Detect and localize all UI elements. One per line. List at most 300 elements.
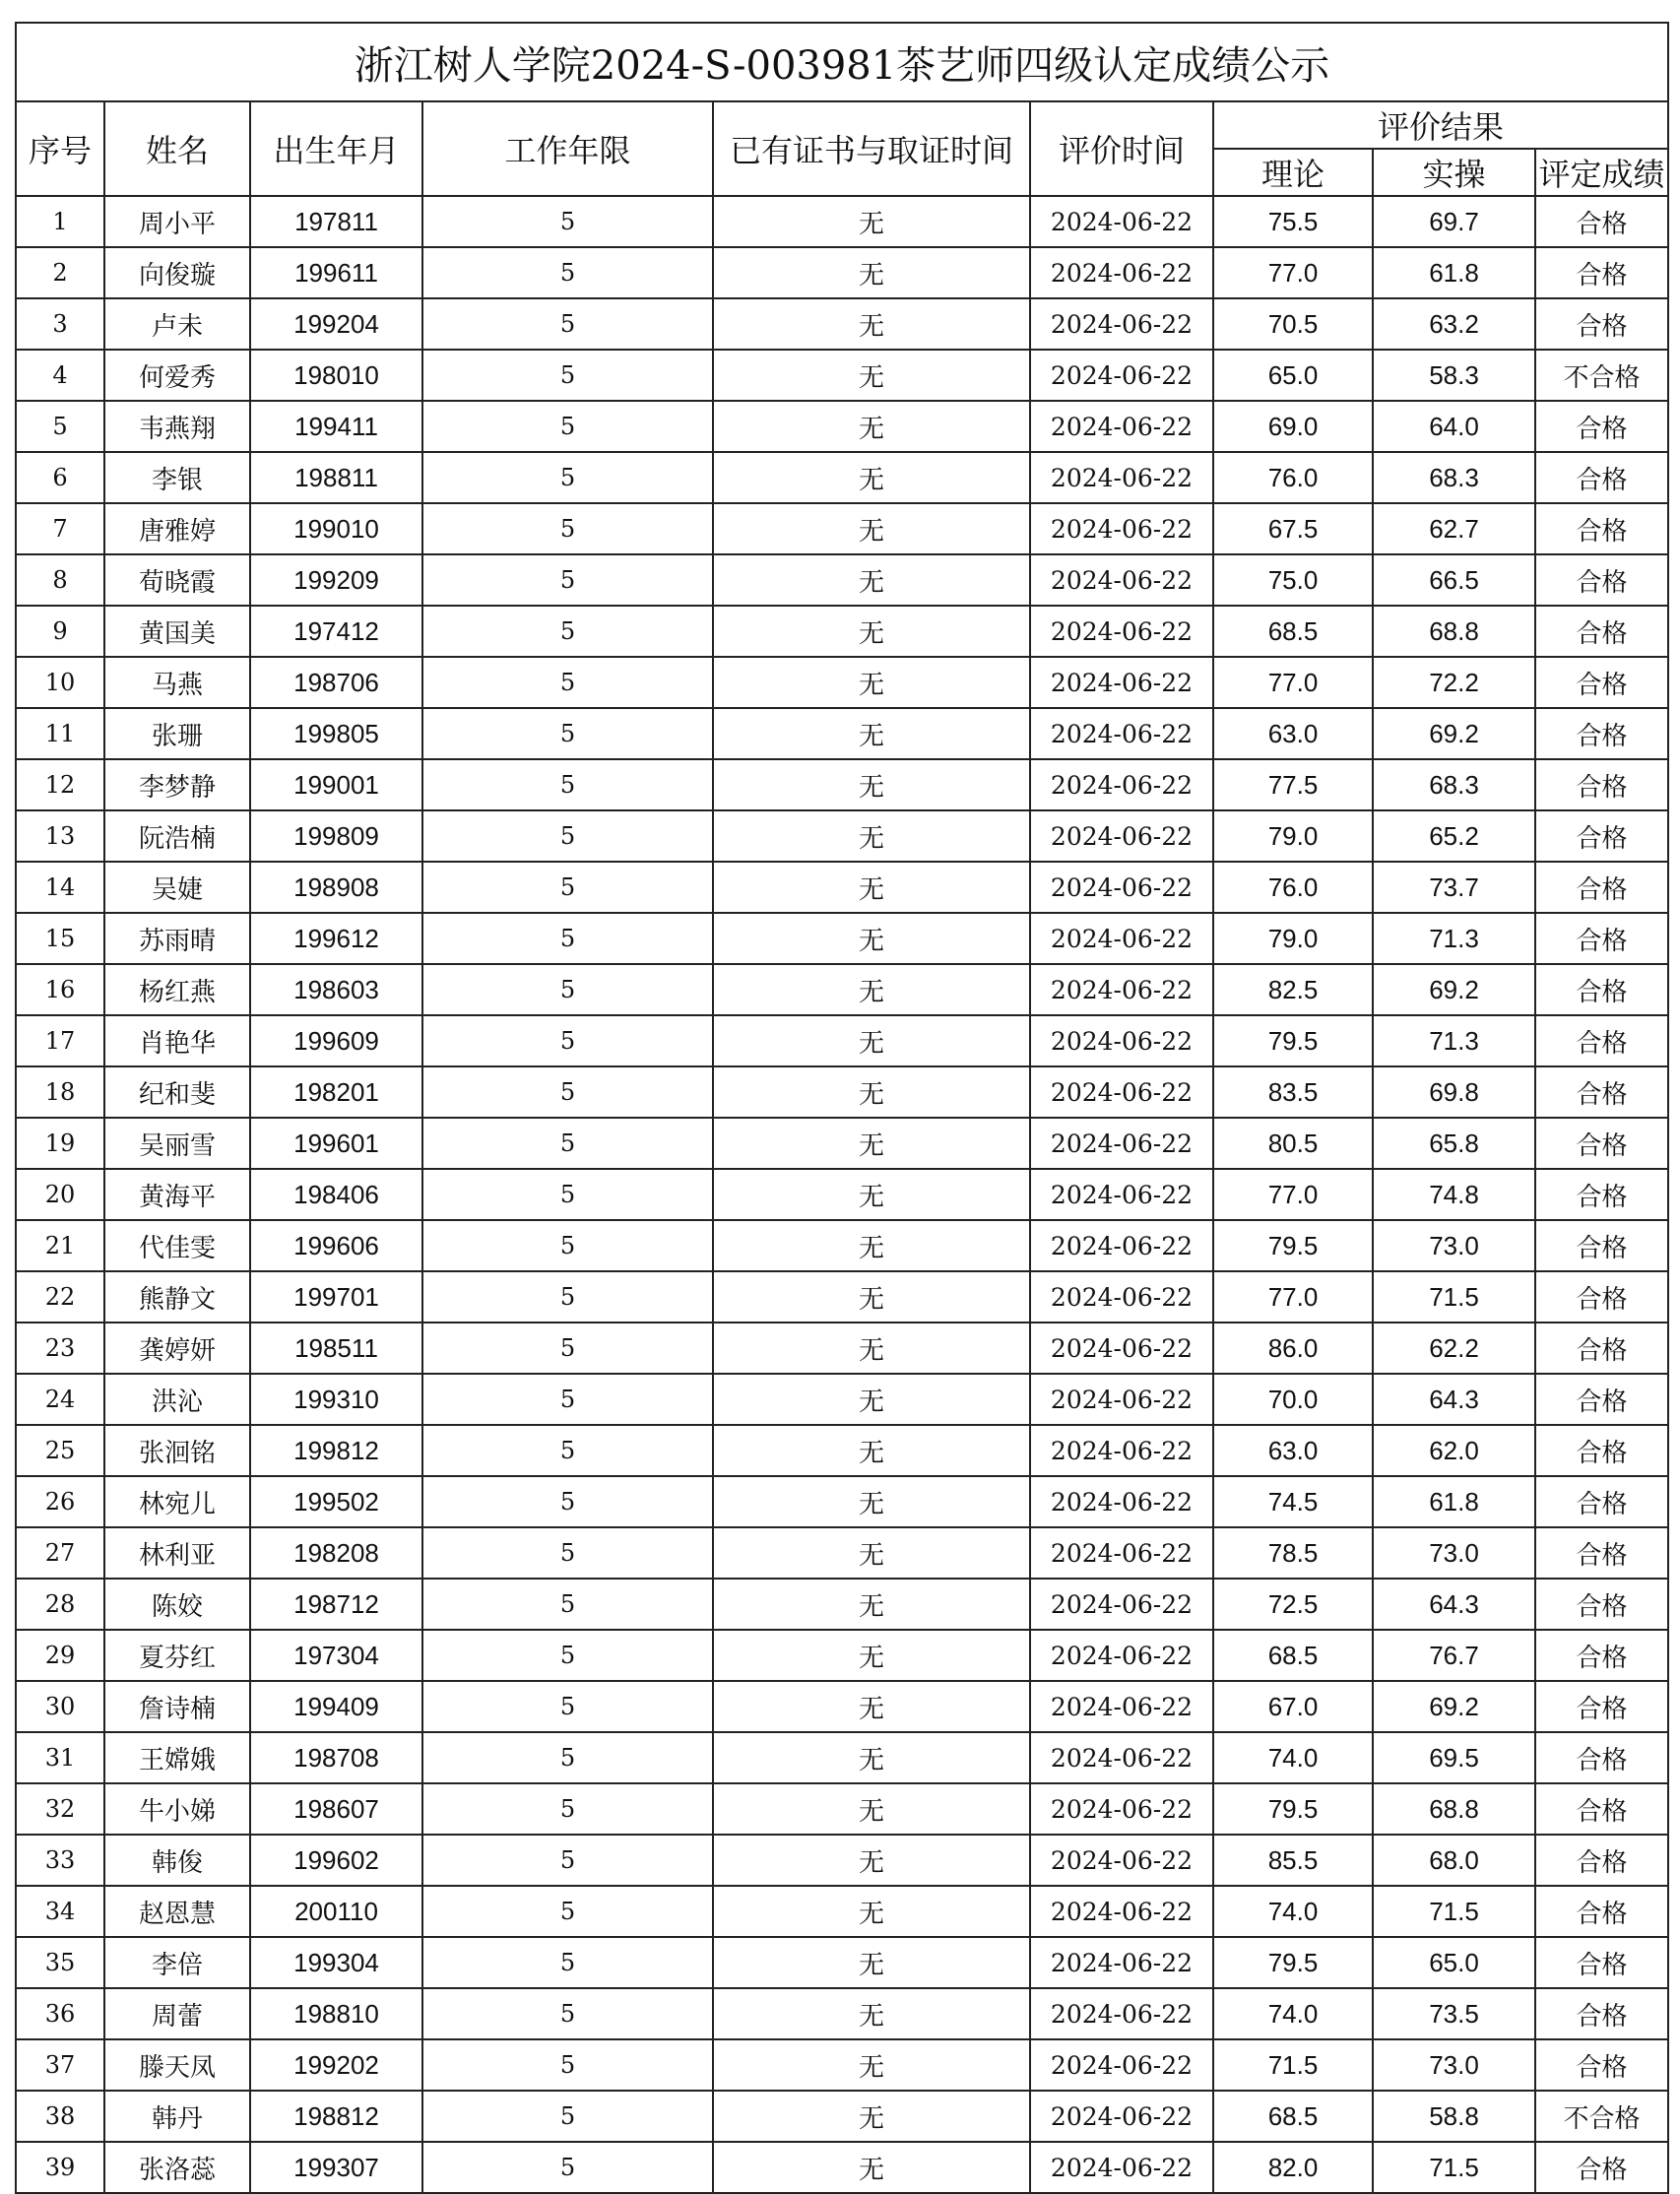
cell-theory: 67.5 [1213,503,1373,554]
cell-name: 黄国美 [104,606,250,657]
cell-name: 周蕾 [104,1988,250,2039]
cell-name: 马燕 [104,657,250,708]
cell-certificate: 无 [713,1783,1030,1835]
cell-birth: 198811 [250,452,422,503]
cell-certificate: 无 [713,759,1030,810]
cell-certificate: 无 [713,1220,1030,1271]
cell-theory: 68.5 [1213,606,1373,657]
cell-index: 10 [16,657,104,708]
cell-theory: 77.0 [1213,247,1373,298]
table-row [16,2091,1668,2142]
cell-certificate: 无 [713,862,1030,913]
cell-name: 洪沁 [104,1374,250,1425]
cell-name: 吴丽雪 [104,1118,250,1169]
cell-index: 11 [16,708,104,759]
cell-birth: 199809 [250,810,422,862]
cell-birth: 199307 [250,2142,422,2193]
cell-eval-date: 2024-06-22 [1030,1374,1213,1425]
cell-birth: 198810 [250,1988,422,2039]
cell-certificate: 无 [713,1169,1030,1220]
cell-final-result: 合格 [1535,862,1668,913]
table-row [16,1783,1668,1835]
cell-eval-date: 2024-06-22 [1030,1732,1213,1783]
cell-name: 阮浩楠 [104,810,250,862]
cell-theory: 83.5 [1213,1066,1373,1118]
cell-practice: 63.2 [1373,298,1535,350]
cell-certificate: 无 [713,350,1030,401]
cell-work-years: 5 [422,350,713,401]
cell-birth: 198208 [250,1527,422,1579]
cell-final-result: 合格 [1535,1988,1668,2039]
table-row [16,1169,1668,1220]
table-row [16,810,1668,862]
cell-index: 20 [16,1169,104,1220]
table-row [16,1527,1668,1579]
cell-theory: 75.5 [1213,196,1373,247]
cell-name: 张珊 [104,708,250,759]
cell-eval-date: 2024-06-22 [1030,1066,1213,1118]
cell-practice: 71.5 [1373,1271,1535,1323]
cell-practice: 64.3 [1373,1374,1535,1425]
cell-final-result: 合格 [1535,1886,1668,1937]
cell-work-years: 5 [422,862,713,913]
cell-certificate: 无 [713,452,1030,503]
cell-name: 杨红燕 [104,964,250,1015]
cell-certificate: 无 [713,1118,1030,1169]
cell-eval-date: 2024-06-22 [1030,503,1213,554]
results-table [15,22,1669,2194]
cell-work-years: 5 [422,2039,713,2091]
cell-index: 14 [16,862,104,913]
table-row [16,1374,1668,1425]
cell-final-result: 合格 [1535,554,1668,606]
cell-work-years: 5 [422,1835,713,1886]
cell-final-result: 合格 [1535,1323,1668,1374]
cell-practice: 73.5 [1373,1988,1535,2039]
cell-theory: 77.0 [1213,1271,1373,1323]
cell-theory: 67.0 [1213,1681,1373,1732]
cell-name: 林利亚 [104,1527,250,1579]
cell-practice: 62.0 [1373,1425,1535,1476]
cell-birth: 199010 [250,503,422,554]
cell-work-years: 5 [422,657,713,708]
cell-final-result: 合格 [1535,1579,1668,1630]
cell-eval-date: 2024-06-22 [1030,1681,1213,1732]
cell-final-result: 合格 [1535,2142,1668,2193]
cell-certificate: 无 [713,196,1030,247]
table-row [16,1886,1668,1937]
cell-index: 18 [16,1066,104,1118]
cell-practice: 62.2 [1373,1323,1535,1374]
cell-birth: 199304 [250,1937,422,1988]
cell-final-result: 合格 [1535,1118,1668,1169]
cell-name: 夏芬红 [104,1630,250,1681]
header-name: 姓名 [104,101,250,196]
cell-eval-date: 2024-06-22 [1030,1988,1213,2039]
cell-work-years: 5 [422,1169,713,1220]
cell-index: 34 [16,1886,104,1937]
cell-birth: 199204 [250,298,422,350]
table-row [16,606,1668,657]
cell-certificate: 无 [713,708,1030,759]
cell-birth: 198712 [250,1579,422,1630]
cell-index: 15 [16,913,104,964]
cell-eval-date: 2024-06-22 [1030,247,1213,298]
table-row [16,1425,1668,1476]
cell-eval-date: 2024-06-22 [1030,1169,1213,1220]
cell-work-years: 5 [422,1374,713,1425]
cell-theory: 77.0 [1213,657,1373,708]
cell-certificate: 无 [713,1425,1030,1476]
cell-theory: 80.5 [1213,1118,1373,1169]
table-row [16,1066,1668,1118]
cell-birth: 199411 [250,401,422,452]
cell-work-years: 5 [422,298,713,350]
cell-theory: 76.0 [1213,862,1373,913]
cell-name: 张洛蕊 [104,2142,250,2193]
header-index: 序号 [16,101,104,196]
cell-final-result: 合格 [1535,657,1668,708]
cell-practice: 65.0 [1373,1937,1535,1988]
cell-work-years: 5 [422,196,713,247]
cell-practice: 69.8 [1373,1066,1535,1118]
cell-eval-date: 2024-06-22 [1030,1835,1213,1886]
cell-certificate: 无 [713,1066,1030,1118]
cell-work-years: 5 [422,247,713,298]
cell-index: 13 [16,810,104,862]
cell-certificate: 无 [713,913,1030,964]
cell-name: 滕天凤 [104,2039,250,2091]
cell-eval-date: 2024-06-22 [1030,452,1213,503]
cell-eval-date: 2024-06-22 [1030,964,1213,1015]
cell-work-years: 5 [422,1066,713,1118]
cell-name: 陈姣 [104,1579,250,1630]
cell-theory: 82.5 [1213,964,1373,1015]
cell-practice: 61.8 [1373,1476,1535,1527]
cell-theory: 79.5 [1213,1015,1373,1066]
cell-index: 12 [16,759,104,810]
cell-theory: 77.0 [1213,1169,1373,1220]
cell-final-result: 合格 [1535,1425,1668,1476]
cell-index: 3 [16,298,104,350]
cell-index: 6 [16,452,104,503]
cell-name: 周小平 [104,196,250,247]
cell-name: 黄海平 [104,1169,250,1220]
cell-certificate: 无 [713,1579,1030,1630]
cell-work-years: 5 [422,1271,713,1323]
table-row [16,1579,1668,1630]
cell-index: 16 [16,964,104,1015]
table-row [16,1220,1668,1271]
cell-name: 韩丹 [104,2091,250,2142]
cell-work-years: 5 [422,1579,713,1630]
cell-practice: 74.8 [1373,1169,1535,1220]
cell-eval-date: 2024-06-22 [1030,1118,1213,1169]
cell-theory: 74.0 [1213,1732,1373,1783]
cell-practice: 69.7 [1373,196,1535,247]
table-row [16,503,1668,554]
cell-final-result: 合格 [1535,1630,1668,1681]
header-final: 评定成绩 [1535,149,1668,196]
cell-birth: 198607 [250,1783,422,1835]
cell-final-result: 合格 [1535,1732,1668,1783]
cell-work-years: 5 [422,810,713,862]
cell-birth: 199502 [250,1476,422,1527]
cell-index: 2 [16,247,104,298]
cell-final-result: 合格 [1535,606,1668,657]
cell-final-result: 合格 [1535,247,1668,298]
cell-birth: 199812 [250,1425,422,1476]
cell-certificate: 无 [713,606,1030,657]
cell-theory: 78.5 [1213,1527,1373,1579]
table-row [16,1937,1668,1988]
cell-birth: 199611 [250,247,422,298]
cell-final-result: 合格 [1535,708,1668,759]
cell-name: 张洄铭 [104,1425,250,1476]
cell-index: 33 [16,1835,104,1886]
table-row [16,708,1668,759]
table-row [16,964,1668,1015]
header-certificate: 已有证书与取证时间 [713,101,1030,196]
cell-practice: 73.7 [1373,862,1535,913]
cell-practice: 69.2 [1373,708,1535,759]
cell-name: 何爱秀 [104,350,250,401]
cell-theory: 68.5 [1213,2091,1373,2142]
cell-index: 23 [16,1323,104,1374]
cell-name: 吴婕 [104,862,250,913]
cell-practice: 68.8 [1373,606,1535,657]
cell-birth: 199805 [250,708,422,759]
cell-index: 24 [16,1374,104,1425]
cell-eval-date: 2024-06-22 [1030,1271,1213,1323]
cell-eval-date: 2024-06-22 [1030,759,1213,810]
cell-final-result: 合格 [1535,964,1668,1015]
cell-index: 4 [16,350,104,401]
cell-certificate: 无 [713,657,1030,708]
cell-final-result: 合格 [1535,401,1668,452]
table-row [16,1476,1668,1527]
cell-eval-date: 2024-06-22 [1030,862,1213,913]
cell-certificate: 无 [713,1476,1030,1527]
cell-birth: 199310 [250,1374,422,1425]
cell-certificate: 无 [713,2142,1030,2193]
cell-eval-date: 2024-06-22 [1030,2039,1213,2091]
cell-work-years: 5 [422,1783,713,1835]
cell-name: 韦燕翔 [104,401,250,452]
cell-name: 王嫦娥 [104,1732,250,1783]
cell-eval-date: 2024-06-22 [1030,1579,1213,1630]
cell-name: 肖艳华 [104,1015,250,1066]
cell-name: 纪和斐 [104,1066,250,1118]
cell-eval-date: 2024-06-22 [1030,606,1213,657]
cell-final-result: 合格 [1535,1681,1668,1732]
table-row [16,196,1668,247]
header-work-years: 工作年限 [422,101,713,196]
cell-birth: 198603 [250,964,422,1015]
cell-final-result: 不合格 [1535,350,1668,401]
cell-final-result: 合格 [1535,1015,1668,1066]
cell-theory: 75.0 [1213,554,1373,606]
cell-theory: 65.0 [1213,350,1373,401]
cell-practice: 71.3 [1373,913,1535,964]
cell-index: 36 [16,1988,104,2039]
cell-theory: 63.0 [1213,1425,1373,1476]
cell-final-result: 合格 [1535,1066,1668,1118]
cell-practice: 61.8 [1373,247,1535,298]
cell-birth: 200110 [250,1886,422,1937]
cell-theory: 74.0 [1213,1988,1373,2039]
cell-eval-date: 2024-06-22 [1030,1886,1213,1937]
cell-theory: 74.5 [1213,1476,1373,1527]
cell-theory: 82.0 [1213,2142,1373,2193]
cell-work-years: 5 [422,2091,713,2142]
cell-name: 詹诗楠 [104,1681,250,1732]
cell-practice: 76.7 [1373,1630,1535,1681]
cell-index: 28 [16,1579,104,1630]
table-row [16,2142,1668,2193]
cell-final-result: 合格 [1535,1835,1668,1886]
cell-eval-date: 2024-06-22 [1030,1783,1213,1835]
cell-index: 39 [16,2142,104,2193]
cell-final-result: 不合格 [1535,2091,1668,2142]
cell-birth: 197304 [250,1630,422,1681]
cell-name: 苏雨晴 [104,913,250,964]
cell-eval-date: 2024-06-22 [1030,1476,1213,1527]
cell-birth: 199601 [250,1118,422,1169]
cell-practice: 66.5 [1373,554,1535,606]
cell-practice: 64.0 [1373,401,1535,452]
cell-name: 李梦静 [104,759,250,810]
cell-practice: 68.3 [1373,452,1535,503]
cell-certificate: 无 [713,1323,1030,1374]
cell-birth: 199609 [250,1015,422,1066]
page-title: 浙江树人学院2024-S-003981茶艺师四级认定成绩公示 [16,23,1668,101]
cell-certificate: 无 [713,503,1030,554]
cell-eval-date: 2024-06-22 [1030,2091,1213,2142]
cell-birth: 198010 [250,350,422,401]
cell-birth: 198201 [250,1066,422,1118]
cell-practice: 65.2 [1373,810,1535,862]
cell-certificate: 无 [713,1374,1030,1425]
cell-practice: 68.0 [1373,1835,1535,1886]
cell-certificate: 无 [713,298,1030,350]
cell-certificate: 无 [713,810,1030,862]
cell-practice: 68.8 [1373,1783,1535,1835]
cell-theory: 76.0 [1213,452,1373,503]
cell-work-years: 5 [422,401,713,452]
cell-eval-date: 2024-06-22 [1030,810,1213,862]
cell-work-years: 5 [422,1527,713,1579]
cell-certificate: 无 [713,2091,1030,2142]
cell-certificate: 无 [713,1886,1030,1937]
cell-theory: 68.5 [1213,1630,1373,1681]
cell-index: 22 [16,1271,104,1323]
cell-work-years: 5 [422,1630,713,1681]
table-row [16,1630,1668,1681]
cell-certificate: 无 [713,401,1030,452]
cell-eval-date: 2024-06-22 [1030,1425,1213,1476]
cell-name: 赵恩慧 [104,1886,250,1937]
cell-theory: 72.5 [1213,1579,1373,1630]
cell-final-result: 合格 [1535,1783,1668,1835]
cell-work-years: 5 [422,1015,713,1066]
table-row [16,452,1668,503]
cell-theory: 79.5 [1213,1220,1373,1271]
cell-name: 代佳雯 [104,1220,250,1271]
header-practice: 实操 [1373,149,1535,196]
cell-theory: 85.5 [1213,1835,1373,1886]
cell-eval-date: 2024-06-22 [1030,1937,1213,1988]
table-row [16,1271,1668,1323]
cell-work-years: 5 [422,1681,713,1732]
cell-certificate: 无 [713,1015,1030,1066]
cell-index: 5 [16,401,104,452]
cell-theory: 77.5 [1213,759,1373,810]
cell-final-result: 合格 [1535,1476,1668,1527]
cell-work-years: 5 [422,1476,713,1527]
cell-eval-date: 2024-06-22 [1030,913,1213,964]
cell-final-result: 合格 [1535,759,1668,810]
cell-index: 38 [16,2091,104,2142]
cell-theory: 74.0 [1213,1886,1373,1937]
cell-eval-date: 2024-06-22 [1030,401,1213,452]
cell-name: 牛小娣 [104,1783,250,1835]
cell-eval-date: 2024-06-22 [1030,1527,1213,1579]
cell-final-result: 合格 [1535,913,1668,964]
cell-birth: 199001 [250,759,422,810]
cell-practice: 69.5 [1373,1732,1535,1783]
table-row [16,298,1668,350]
table-body [16,196,1668,2193]
cell-theory: 79.0 [1213,913,1373,964]
cell-eval-date: 2024-06-22 [1030,1015,1213,1066]
cell-work-years: 5 [422,1937,713,1988]
cell-final-result: 合格 [1535,810,1668,862]
table-row [16,1732,1668,1783]
cell-work-years: 5 [422,1323,713,1374]
cell-practice: 73.0 [1373,1527,1535,1579]
cell-theory: 79.5 [1213,1783,1373,1835]
cell-index: 25 [16,1425,104,1476]
cell-practice: 71.5 [1373,1886,1535,1937]
cell-birth: 199209 [250,554,422,606]
cell-index: 21 [16,1220,104,1271]
cell-name: 龚婷妍 [104,1323,250,1374]
cell-index: 9 [16,606,104,657]
cell-index: 19 [16,1118,104,1169]
cell-name: 荀晓霞 [104,554,250,606]
table-row [16,1323,1668,1374]
cell-index: 7 [16,503,104,554]
cell-practice: 62.7 [1373,503,1535,554]
cell-certificate: 无 [713,2039,1030,2091]
cell-index: 8 [16,554,104,606]
cell-index: 37 [16,2039,104,2091]
cell-index: 29 [16,1630,104,1681]
cell-birth: 199606 [250,1220,422,1271]
score-sheet [15,22,1667,2194]
cell-final-result: 合格 [1535,1374,1668,1425]
header-result-group: 评价结果 [1213,101,1668,149]
cell-birth: 199701 [250,1271,422,1323]
cell-certificate: 无 [713,1937,1030,1988]
cell-certificate: 无 [713,1271,1030,1323]
header-theory: 理论 [1213,149,1373,196]
cell-name: 李倍 [104,1937,250,1988]
cell-index: 26 [16,1476,104,1527]
cell-practice: 69.2 [1373,1681,1535,1732]
cell-birth: 198406 [250,1169,422,1220]
